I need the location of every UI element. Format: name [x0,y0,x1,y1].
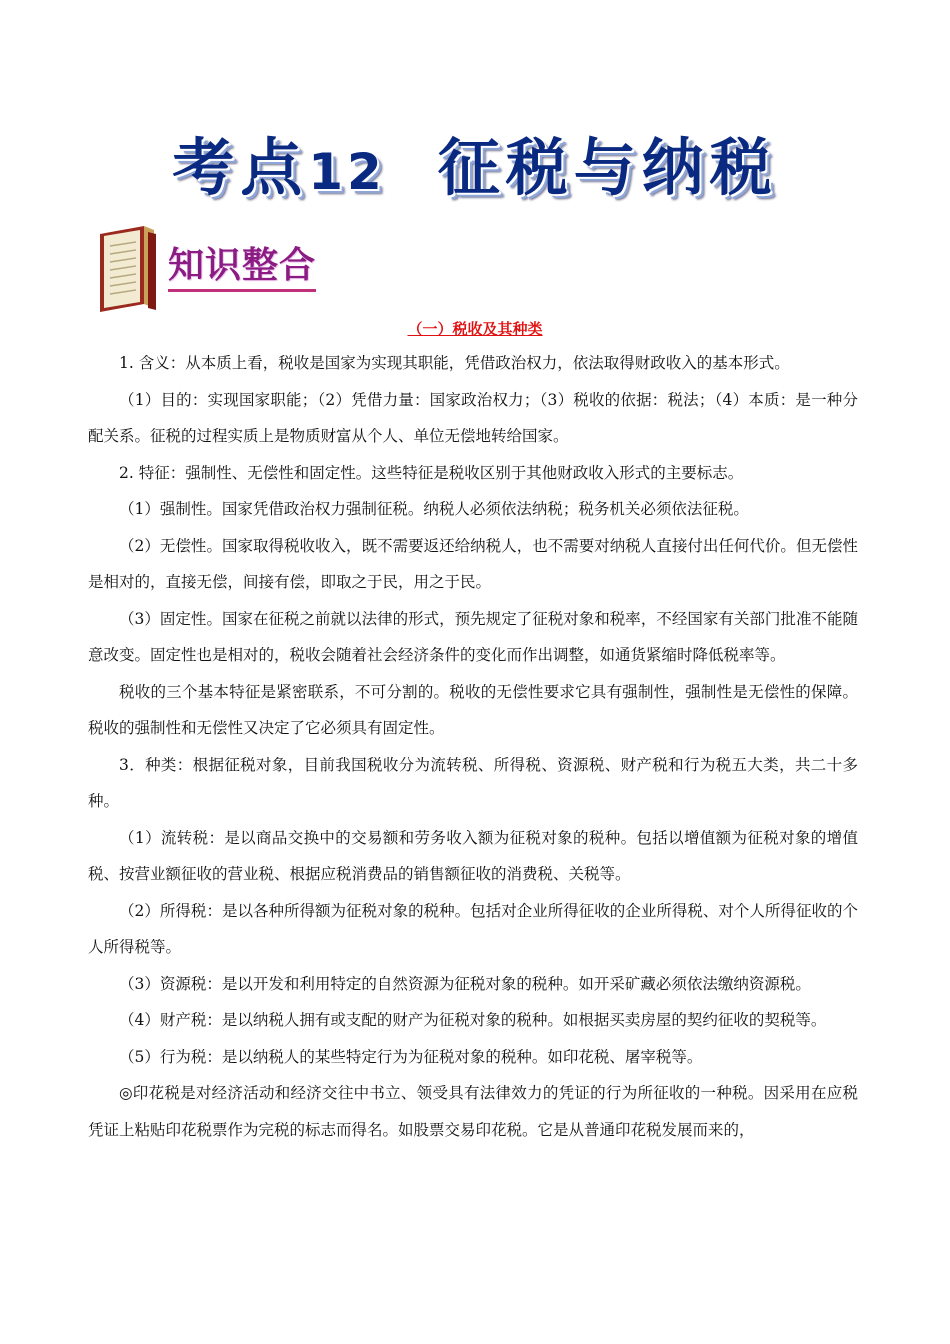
paragraph: 税收的三个基本特征是紧密联系，不可分割的。税收的无偿性要求它具有强制性，强制性是无偿性的保障。税收的强制性和无偿性又决定了它必须具有固定性。 [88,682,858,737]
section-banner-label: 知识整合 [168,244,316,292]
page-title [0,128,950,212]
title-topic: 征税与纳税 [437,131,778,204]
title-prefix: 考点 [172,131,309,204]
paragraph: （1）流转税：是以商品交换中的交易额和劳务收入额为征税对象的税种。包括以增值额为征税对象的增值税、按营业额征收的营业税、根据应税消费品的销售额征收的消费税、关税等。 [88,828,858,883]
paragraph: （2）无偿性。国家取得税收收入，既不需要返还给纳税人，也不需要对纳税人直接付出任何代价。但无偿性是相对的，直接无偿，间接有偿，即取之于民，用之于民。 [88,536,858,591]
paragraph: （5）行为税：是以纳税人的某些特定行为为征税对象的税种。如印花税、屠宰税等。 [119,1047,703,1066]
paragraph: （1）目的：实现国家职能；（2）凭借力量：国家政治权力；（3）税收的依据：税法；（4）本质：是一种分配关系。征税的过程实质上是物质财富从个人、单位无偿地转给国家。 [88,390,858,445]
subsection-heading: （一）税收及其种类 [407,320,543,338]
body-text [88,345,858,1148]
paragraph: （4）财产税：是以纳税人拥有或支配的财产为征税对象的税种。如根据买卖房屋的契约征收的契税等。 [119,1011,827,1029]
title-number: 12 [308,143,386,201]
paragraph: （2）所得税：是以各种所得额为征税对象的税种。包括对企业所得征收的企业所得税、对个人所得征收的个人所得税等。 [88,901,858,956]
section-banner [96,224,336,314]
paragraph: 2. 特征：强制性、无偿性和固定性。这些特征是税收区别于其他财政收入形式的主要标志。 [119,463,744,482]
paragraph: （3）资源税：是以开发和利用特定的自然资源为征税对象的税种。如开采矿藏必须依法缴纳资源税。 [119,974,811,993]
paragraph: （3）固定性。国家在征税之前就以法律的形式，预先规定了征税对象和税率，不经国家有关部门批准不能随意改变。固定性也是相对的，税收会随着社会经济条件的变化而作出调整，如通货紧缩时降低税率等。 [88,609,858,664]
paragraph: 1. 含义：从本质上看，税收是国家为实现其职能，凭借政治权力，依法取得财政收入的基本形式。 [119,354,790,372]
paragraph: （1）强制性。国家凭借政治权力强制征税。纳税人必须依法纳税；税务机关必须依法征税。 [119,500,749,518]
paragraph: 3．种类：根据征税对象，目前我国税收分为流转税、所得税、资源税、财产税和行为税五大类，共二十多种。 [88,755,858,810]
paragraph: ◎印花税是对经济活动和经济交往中书立、领受具有法律效力的凭证的行为所征收的一种税。因采用在应税凭证上粘贴印花税票作为完税的标志而得名。如股票交易印花税。它是从普通印花税发展而来的， [88,1084,858,1139]
book-icon [96,224,160,312]
